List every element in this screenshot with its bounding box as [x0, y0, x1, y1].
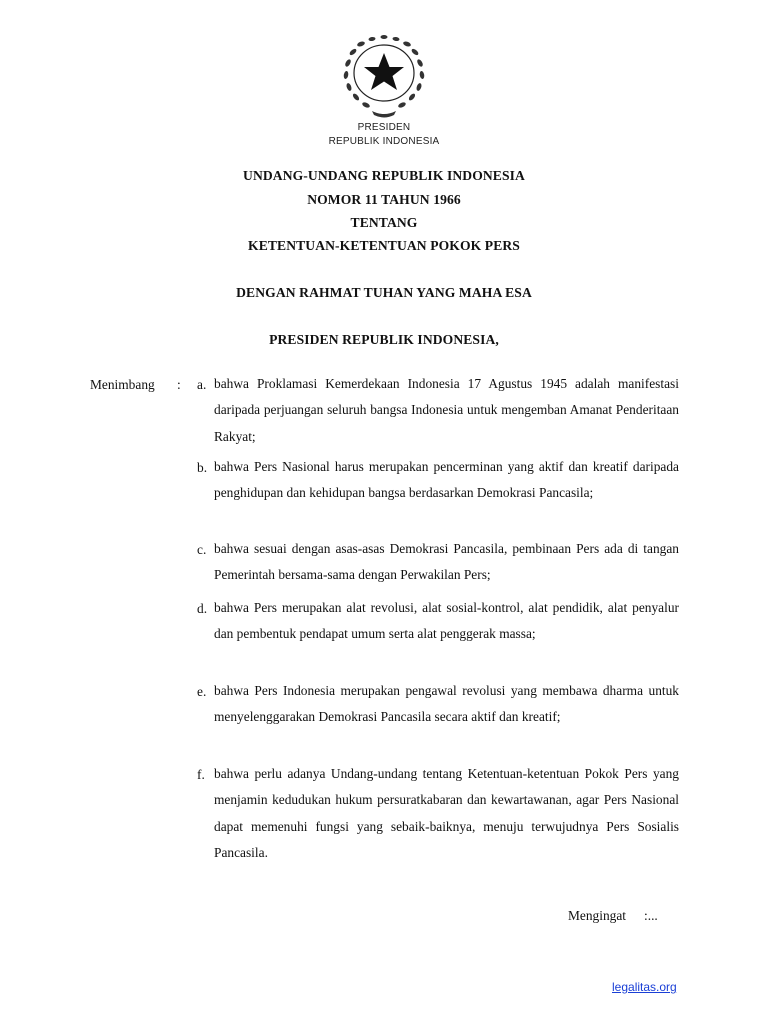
item-text: bahwa Pers Indonesia merupakan pengawal revolusi yang membawa dharma untuk menyelenggarakan Demokrasi Pancasila secara aktif dan kreatif;	[214, 682, 679, 724]
continuation-suffix: :...	[644, 908, 658, 923]
menimbang-item-c	[197, 542, 679, 589]
menimbang-item-f	[197, 767, 679, 867]
continuation-marker	[568, 908, 658, 924]
menimbang-colon: :	[177, 377, 181, 392]
item-text: bahwa Pers Nasional harus merupakan pencerminan yang aktif dan kreatif daripada penghidupan dan kehidupan bangsa berdasarkan Demokrasi Pancasila;	[214, 458, 679, 500]
item-marker: d.	[197, 601, 208, 616]
item-text: bahwa Pers merupakan alat revolusi, alat sosial-kontrol, alat pendidik, alat penyalur dan pembentuk pendapat umum serta alat penggerak massa;	[214, 599, 679, 641]
law-title: UNDANG-UNDANG REPUBLIK INDONESIA	[243, 168, 525, 183]
header-republic: REPUBLIK INDONESIA	[328, 136, 440, 147]
item-text: bahwa sesuai dengan asas-asas Demokrasi Pancasila, pembinaan Pers ada di tangan Pemerintah bersama-sama dengan Perwakilan Pers;	[214, 540, 679, 582]
item-text: bahwa Proklamasi Kemerdekaan Indonesia 17 Agustus 1945 adalah manifestasi daripada perjuangan seluruh bangsa Indonesia untuk mengemban Amanat Penderitaan Rakyat;	[214, 375, 679, 444]
item-marker: a.	[197, 377, 207, 392]
item-marker: b.	[197, 460, 208, 475]
item-marker: e.	[197, 684, 207, 699]
preamble-president: PRESIDEN REPUBLIK INDONESIA,	[269, 332, 499, 347]
item-text: bahwa perlu adanya Undang-undang tentang Ketentuan-ketentuan Pokok Pers yang menjamin kedudukan hukum persuratkabaran dan kewartawanan, agar Pers Nasional dapat memenuhi fungsi yang sebaik-baiknya, menuju terwujudnya Pers Sosialis Pancasila.	[214, 765, 679, 860]
header-president: PRESIDEN	[357, 122, 411, 133]
presidential-emblem-icon	[336, 33, 432, 119]
law-subject: KETENTUAN-KETENTUAN POKOK PERS	[248, 238, 520, 253]
continuation-label: Mengingat	[568, 908, 627, 923]
menimbang-item-a	[197, 377, 679, 450]
menimbang-item-d	[197, 601, 679, 648]
law-tentang: TENTANG	[350, 215, 418, 230]
menimbang-label: Menimbang	[90, 377, 155, 392]
item-marker: f.	[197, 767, 205, 782]
item-marker: c.	[197, 542, 207, 557]
law-number: NOMOR 11 TAHUN 1966	[307, 192, 461, 207]
menimbang-item-e	[197, 684, 679, 731]
menimbang-item-b	[197, 460, 679, 507]
source-link[interactable]: legalitas.org	[612, 980, 677, 994]
preamble-rahmat: DENGAN RAHMAT TUHAN YANG MAHA ESA	[236, 285, 532, 300]
